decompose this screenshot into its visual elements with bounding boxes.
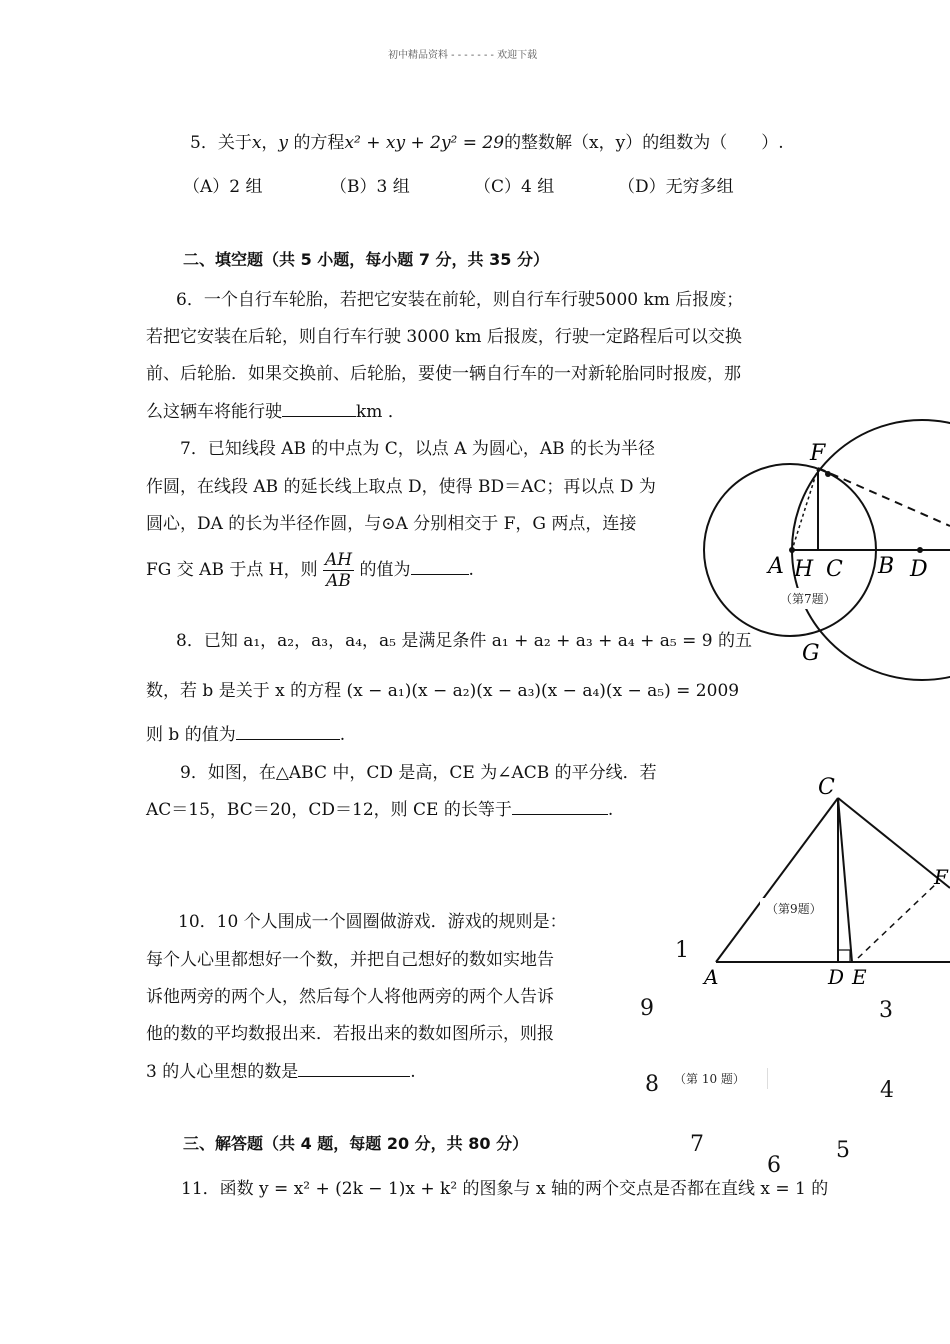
q5-option-a: （A）2 组: [183, 177, 263, 197]
point-a: [789, 547, 795, 553]
q7-text-2: 的值为: [359, 560, 411, 580]
q10-line-1: 10．10 个人围成一个圆圈做游戏．游戏的规则是：: [178, 912, 567, 932]
q7-period: .: [468, 560, 474, 580]
q7-answer-blank[interactable]: [411, 560, 469, 575]
circle-number-5: 5: [836, 1138, 850, 1163]
fraction-denominator: AB: [326, 571, 351, 591]
circle-number-4: 4: [880, 1078, 894, 1103]
circle-number-9: 9: [640, 996, 654, 1021]
q9-period: .: [607, 800, 614, 820]
q8-line-3: [146, 720, 345, 745]
circle-number-7: 7: [690, 1132, 704, 1157]
question-5: 5．关于x，y 的方程x² + xy + 2y² = 29的整数解（x，y）的组数为（ ）.: [190, 133, 784, 153]
q6-text: 么这辆车将能行驶: [146, 402, 282, 422]
label-d: D: [828, 965, 845, 989]
q8-line-1: 8．已知 a₁，a₂，a₃，a₄，a₅ 是满足条件 a₁ + a₂ + a₃ + a₄ + a₅ = 9 的五: [176, 631, 753, 651]
q10-line-5: [146, 1057, 416, 1082]
q7-line-4: [146, 550, 474, 591]
figure-7-caption: （第7题）: [774, 588, 842, 609]
q10-line-4: 他的数的平均数报出来．若报出来的数如图所示，则报: [146, 1024, 554, 1044]
q10-answer-blank[interactable]: [298, 1062, 410, 1077]
label-c: C: [818, 775, 835, 800]
q6-unit: km ．: [356, 402, 405, 422]
label-h: H: [794, 557, 814, 582]
page-header: 初中精品资料 - - - - - - - 欢迎下载: [388, 50, 538, 61]
q9-line-1: 9．如图，在△ABC 中，CD 是高，CE 为∠ACB 的平分线．若: [180, 763, 657, 783]
q10-period: .: [410, 1062, 416, 1082]
label-a: A: [704, 965, 719, 989]
q9-answer-blank[interactable]: [512, 800, 608, 815]
circle-number-8: 8: [645, 1072, 659, 1097]
q8-line-2: 数，若 b 是关于 x 的方程 (x − a₁)(x − a₂)(x − a₃)(x − a₄)(x − a₅) = 2009: [146, 681, 740, 701]
q5-option-d: （D）无穷多组: [618, 177, 734, 197]
figure-9: [690, 770, 950, 1000]
line-fd: [818, 468, 950, 526]
line-ce: [838, 798, 852, 962]
figure-10-caption: （第 10 题）: [668, 1068, 768, 1089]
q7-text: FG 交 AB 于点 H，则: [146, 560, 318, 580]
q5-equation: x² + xy + 2y² = 29: [344, 133, 505, 153]
q8-text: 则 b 的值为: [146, 725, 236, 745]
label-g: G: [802, 641, 820, 666]
q9-line-2: [146, 795, 613, 820]
label-f: F: [810, 441, 826, 466]
label-d: D: [910, 557, 928, 582]
q5-option-c: （C）4 组: [474, 177, 555, 197]
label-c: C: [826, 557, 843, 582]
q5-prefix: 5．关于: [190, 133, 252, 153]
q6-answer-blank[interactable]: [282, 402, 356, 417]
fraction-numerator: AH: [325, 550, 353, 570]
q5-tail: 的整数解（x，y）的组数为（ ）.: [504, 133, 784, 153]
right-angle-mark: [838, 950, 850, 962]
section-2-heading: 二、填空题（共 5 小题，每小题 7 分，共 35 分）: [183, 250, 549, 269]
q5-option-b: （B）3 组: [330, 177, 410, 197]
point-f: [825, 471, 831, 477]
q6-line-3: 前、后轮胎．如果交换前、后轮胎，要使一辆自行车的一对新轮胎同时报废，那: [146, 364, 741, 384]
q7-line-2: 作圆，在线段 AB 的延长线上取点 D，使得 BD＝AC；再以点 D 为: [146, 477, 656, 497]
line-fa: [792, 468, 818, 550]
line-ac: [716, 798, 838, 962]
label-f: F: [934, 865, 948, 889]
q7-line-1: 7．已知线段 AB 的中点为 C，以点 A 为圆心，AB 的长为半径: [180, 439, 656, 459]
point-d: [917, 547, 923, 553]
label-a: A: [768, 554, 784, 579]
q7-line-3: 圆心，DA 的长为半径作圆，与⊙A 分别相交于 F，G 两点，连接: [146, 514, 637, 534]
q10-text: 3 的人心里想的数是: [146, 1062, 299, 1082]
section-3-heading: 三、解答题（共 4 题，每题 20 分，共 80 分）: [183, 1134, 529, 1153]
q5-suffix: 的方程: [293, 133, 345, 153]
circle-number-1: 1: [675, 938, 689, 963]
q10-line-3: 诉他两旁的两个人，然后每个人将他两旁的两个人告诉: [146, 987, 554, 1007]
q8-answer-blank[interactable]: [236, 725, 340, 740]
q7-fraction: [323, 550, 354, 591]
circle-number-3: 3: [879, 998, 893, 1023]
q6-line-4: [146, 397, 405, 422]
q6-line-2: 若把它安装在后轮，则自行车行驶 3000 km 后报废，行驶一定路程后可以交换: [146, 327, 742, 347]
q9-text: AC＝15，BC＝20，CD＝12，则 CE 的长等于: [146, 800, 512, 820]
figure-9-caption: （第9题）: [760, 898, 828, 919]
question-11: 11．函数 y = x² + (2k − 1)x + k² 的图象与 x 轴的两个交点是否都在直线 x = 1 的: [181, 1179, 829, 1199]
q10-line-2: 每个人心里都想好一个数，并把自己想好的数如实地告: [146, 950, 554, 970]
circle-number-6: 6: [767, 1153, 781, 1178]
dashed-line: [858, 882, 938, 958]
q5-mid: ，: [261, 133, 279, 153]
q6-line-1: 6．一个自行车轮胎，若把它安装在前轮，则自行车行驶5000 km 后报废；: [176, 290, 744, 310]
label-e: E: [852, 965, 867, 989]
q8-period: .: [339, 725, 346, 745]
label-b: B: [878, 554, 895, 579]
